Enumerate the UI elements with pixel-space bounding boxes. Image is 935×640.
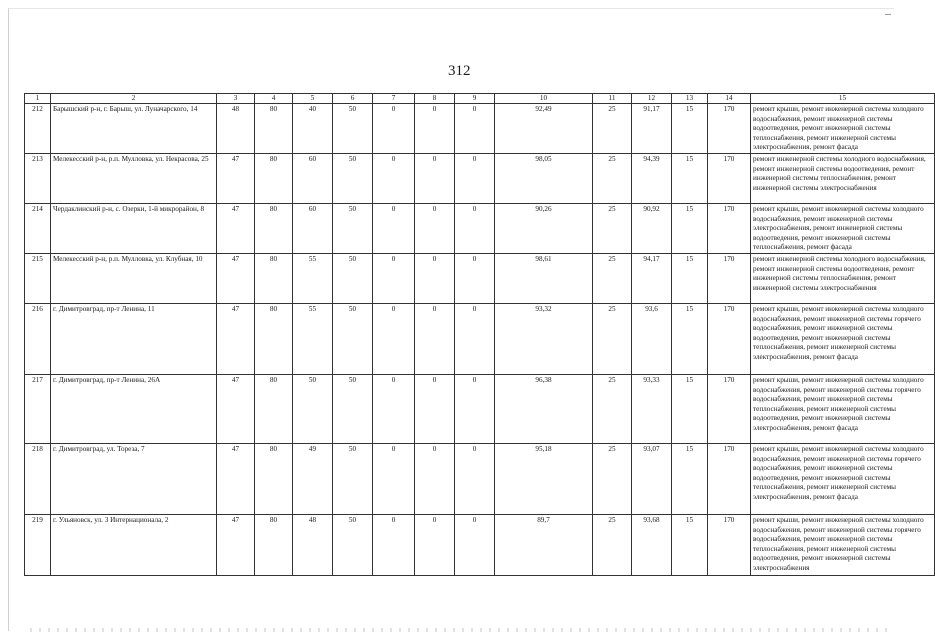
value-cell: 170: [708, 514, 751, 575]
value-cell: 80: [255, 153, 293, 203]
value-cell: 93,32: [495, 303, 593, 374]
column-header: 8: [415, 94, 455, 104]
value-cell: 80: [255, 104, 293, 154]
value-cell: 0: [415, 374, 455, 443]
value-cell: 80: [255, 203, 293, 253]
works-cell: ремонт инженерной системы холодного водоснабжения, ремонт инженерной системы водоотведения, ремонт инженерной системы теплоснабжения, ремонт инженерной системы электроснабжения: [751, 153, 935, 203]
value-cell: 25: [593, 104, 632, 154]
address-cell: г. Димитровград, пр-т Ленина, 11: [51, 303, 217, 374]
column-header: 3: [217, 94, 255, 104]
row-number-cell: 217: [25, 374, 51, 443]
works-cell: ремонт крыши, ремонт инженерной системы холодного водоснабжения, ремонт инженерной системы горячего водоснабжения, ремонт инженерной системы теплоснабжения, ремонт инженерной системы водоотведения, ремонт инженерной системы электроснабжения: [751, 514, 935, 575]
address-cell: г. Ульяновск, ул. 3 Интернационала, 2: [51, 514, 217, 575]
works-cell: ремонт инженерной системы холодного водоснабжения, ремонт инженерной системы водоотведения, ремонт инженерной системы теплоснабжения, ремонт инженерной системы электроснабжения: [751, 253, 935, 303]
value-cell: 90,92: [632, 203, 672, 253]
address-cell: Чердаклинский р-н, с. Озерки, 1-й микрорайон, 8: [51, 203, 217, 253]
value-cell: 25: [593, 203, 632, 253]
value-cell: 0: [373, 374, 415, 443]
value-cell: 0: [455, 374, 495, 443]
value-cell: 0: [373, 443, 415, 514]
value-cell: 0: [455, 514, 495, 575]
column-header: 1: [25, 94, 51, 104]
column-header: 7: [373, 94, 415, 104]
value-cell: 98,05: [495, 153, 593, 203]
address-cell: г. Димитровград, пр-т Ленина, 26А: [51, 374, 217, 443]
row-number-cell: 219: [25, 514, 51, 575]
column-header: 2: [51, 94, 217, 104]
value-cell: 0: [415, 514, 455, 575]
table-row: [25, 374, 935, 443]
works-cell: ремонт крыши, ремонт инженерной системы холодного водоснабжения, ремонт инженерной системы горячего водоснабжения, ремонт инженерной системы водоотведения, ремонт инженерной системы теплоснабжения, ремонт инженерной системы электроснабжения, ремонт фасада: [751, 303, 935, 374]
row-number-cell: 214: [25, 203, 51, 253]
value-cell: 50: [333, 374, 373, 443]
value-cell: 0: [415, 253, 455, 303]
value-cell: 25: [593, 443, 632, 514]
value-cell: 93,6: [632, 303, 672, 374]
value-cell: 50: [333, 303, 373, 374]
page-number: 312: [448, 63, 471, 79]
value-cell: 25: [593, 514, 632, 575]
works-cell: ремонт крыши, ремонт инженерной системы холодного водоснабжения, ремонт инженерной системы горячего водоснабжения, ремонт инженерной системы теплоснабжения, ремонт инженерной системы водоотведения, ремонт инженерной системы электроснабжения, ремонт фасада: [751, 374, 935, 443]
value-cell: 80: [255, 443, 293, 514]
table-row: [25, 253, 935, 303]
table-row: [25, 443, 935, 514]
value-cell: 0: [415, 303, 455, 374]
value-cell: 0: [415, 203, 455, 253]
address-cell: Мелекесский р-н, р.п. Мулловка, ул. Клубная, 10: [51, 253, 217, 303]
table-row: [25, 514, 935, 575]
value-cell: 170: [708, 104, 751, 154]
value-cell: 50: [333, 443, 373, 514]
value-cell: 15: [672, 153, 708, 203]
table-row: [25, 203, 935, 253]
value-cell: 93,07: [632, 443, 672, 514]
value-cell: 0: [373, 514, 415, 575]
row-number-cell: 215: [25, 253, 51, 303]
value-cell: 47: [217, 443, 255, 514]
value-cell: 92,49: [495, 104, 593, 154]
address-cell: г. Димитровград, ул. Тореза, 7: [51, 443, 217, 514]
value-cell: 170: [708, 203, 751, 253]
scan-noise: [30, 628, 890, 632]
value-cell: 47: [217, 514, 255, 575]
value-cell: 94,17: [632, 253, 672, 303]
value-cell: 15: [672, 374, 708, 443]
value-cell: 93,68: [632, 514, 672, 575]
column-header: 11: [593, 94, 632, 104]
value-cell: 50: [293, 374, 333, 443]
table-row: [25, 104, 935, 154]
value-cell: 93,33: [632, 374, 672, 443]
value-cell: 50: [333, 104, 373, 154]
row-number-cell: 216: [25, 303, 51, 374]
value-cell: 15: [672, 443, 708, 514]
works-cell: ремонт крыши, ремонт инженерной системы холодного водоснабжения, ремонт инженерной системы электроснабжения, ремонт инженерной системы водоотведения, ремонт инженерной системы теплоснабжения, ремонт фасада: [751, 203, 935, 253]
value-cell: 50: [333, 203, 373, 253]
value-cell: 47: [217, 203, 255, 253]
value-cell: 0: [455, 253, 495, 303]
value-cell: 0: [373, 153, 415, 203]
row-number-cell: 212: [25, 104, 51, 154]
column-header: 10: [495, 94, 593, 104]
value-cell: 170: [708, 443, 751, 514]
column-header: 15: [751, 94, 935, 104]
column-header: 9: [455, 94, 495, 104]
value-cell: 55: [293, 303, 333, 374]
value-cell: 15: [672, 203, 708, 253]
value-cell: 15: [672, 104, 708, 154]
value-cell: 25: [593, 374, 632, 443]
value-cell: 15: [672, 514, 708, 575]
value-cell: 0: [373, 203, 415, 253]
value-cell: 15: [672, 253, 708, 303]
address-cell: Мелекесский р-н, р.п. Мулловка, ул. Некрасова, 25: [51, 153, 217, 203]
value-cell: 25: [593, 253, 632, 303]
value-cell: 80: [255, 374, 293, 443]
value-cell: 47: [217, 303, 255, 374]
value-cell: 50: [333, 253, 373, 303]
value-cell: 50: [333, 514, 373, 575]
value-cell: 50: [333, 153, 373, 203]
value-cell: 15: [672, 303, 708, 374]
table-row: [25, 153, 935, 203]
value-cell: 170: [708, 303, 751, 374]
column-header: 6: [333, 94, 373, 104]
column-header: 5: [293, 94, 333, 104]
value-cell: 80: [255, 253, 293, 303]
value-cell: 47: [217, 253, 255, 303]
value-cell: 0: [373, 104, 415, 154]
scan-mark: [885, 14, 891, 15]
column-header: 4: [255, 94, 293, 104]
value-cell: 25: [593, 303, 632, 374]
value-cell: 60: [293, 203, 333, 253]
value-cell: 170: [708, 374, 751, 443]
value-cell: 47: [217, 153, 255, 203]
value-cell: 55: [293, 253, 333, 303]
value-cell: 95,18: [495, 443, 593, 514]
value-cell: 170: [708, 153, 751, 203]
row-number-cell: 213: [25, 153, 51, 203]
value-cell: 25: [593, 153, 632, 203]
address-cell: Барышский р-н, г. Барыш, ул. Луначарского, 14: [51, 104, 217, 154]
column-header: 14: [708, 94, 751, 104]
value-cell: 0: [373, 253, 415, 303]
works-cell: ремонт крыши, ремонт инженерной системы холодного водоснабжения, ремонт инженерной системы горячего водоснабжения, ремонт инженерной системы водоотведения, ремонт инженерной системы теплоснабжения, ремонт инженерной системы электроснабжения, ремонт фасада: [751, 443, 935, 514]
works-cell: ремонт крыши, ремонт инженерной системы холодного водоснабжения, ремонт инженерной системы водоотведения, ремонт инженерной системы теплоснабжения, ремонт инженерной системы электроснабжения, ремонт фасада: [751, 104, 935, 154]
value-cell: 49: [293, 443, 333, 514]
table-row: [25, 303, 935, 374]
value-cell: 40: [293, 104, 333, 154]
value-cell: 0: [415, 104, 455, 154]
column-number-row: [25, 94, 935, 104]
value-cell: 98,61: [495, 253, 593, 303]
value-cell: 0: [455, 153, 495, 203]
value-cell: 48: [293, 514, 333, 575]
value-cell: 80: [255, 514, 293, 575]
value-cell: 48: [217, 104, 255, 154]
value-cell: 0: [373, 303, 415, 374]
value-cell: 89,7: [495, 514, 593, 575]
value-cell: 0: [455, 303, 495, 374]
value-cell: 0: [415, 443, 455, 514]
value-cell: 94,39: [632, 153, 672, 203]
value-cell: 0: [455, 203, 495, 253]
row-number-cell: 218: [25, 443, 51, 514]
column-header: 13: [672, 94, 708, 104]
column-header: 12: [632, 94, 672, 104]
repair-program-table: [24, 93, 935, 576]
value-cell: 170: [708, 253, 751, 303]
value-cell: 0: [455, 104, 495, 154]
value-cell: 91,17: [632, 104, 672, 154]
value-cell: 0: [415, 153, 455, 203]
value-cell: 90,26: [495, 203, 593, 253]
value-cell: 96,38: [495, 374, 593, 443]
value-cell: 47: [217, 374, 255, 443]
value-cell: 0: [455, 443, 495, 514]
value-cell: 60: [293, 153, 333, 203]
value-cell: 80: [255, 303, 293, 374]
